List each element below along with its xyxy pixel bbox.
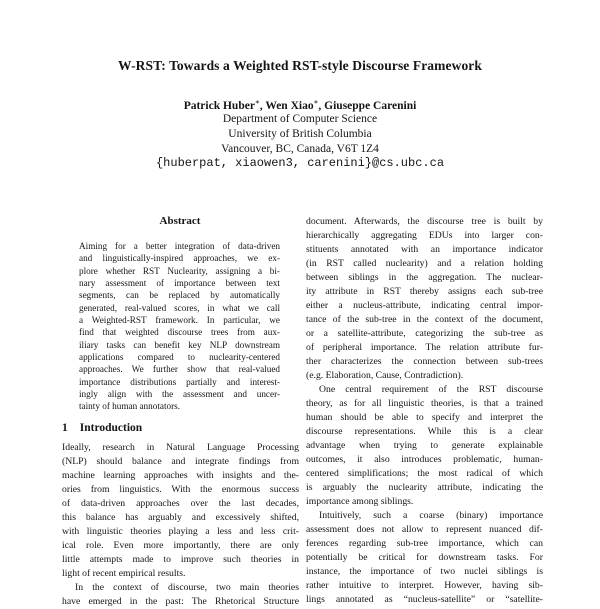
text-line: generated, real-valued scores, in what we call (79, 302, 280, 313)
abstract-heading: Abstract (159, 215, 201, 227)
text-line: lings annotated as “nucleus-satellite” or “satellite- (306, 594, 543, 605)
author (265, 100, 324, 112)
introduction-heading (62, 421, 299, 435)
right-column-body (306, 215, 543, 607)
text-line: ity attribute in RST thereby assigns each sub-tree (306, 286, 543, 297)
text-line: ories from linguistics. With the enormous success (62, 483, 299, 495)
text-line: segments, can be replaced by automatically (79, 290, 280, 301)
section-number: 1 (62, 421, 68, 434)
text-line: this balance has arguably and excessively shifted, (62, 511, 299, 523)
text-line: theory, as for all linguistic theories, is that a trained (306, 398, 543, 409)
text-line: instance, the importance of two nuclei siblings is (306, 566, 543, 577)
affiliation-university: University of British Columbia (228, 128, 372, 140)
text-line: is arguably the nuclearity attribute, indicating the (306, 482, 543, 493)
text-line: approaches. We further show that real-valued (79, 364, 280, 375)
author-name: Patrick Huber (183, 99, 255, 112)
text-line: applications compared to nuclearity-centered (79, 352, 280, 363)
email-line: {huberpat, xiaowen3, carenini}@cs.ubc.ca (155, 156, 445, 170)
authors-line (0, 97, 600, 112)
text-line: human should be able to specify and interpret the (306, 412, 543, 423)
section-title: Introduction (79, 421, 143, 434)
text-line: (e.g. Elaboration, Cause, Contradiction). (306, 370, 464, 381)
abstract-body (79, 240, 280, 413)
author-name: Wen Xiao (265, 99, 314, 112)
text-line: a Weighted-RST framework. In particular, we (79, 315, 280, 326)
text-line: iliary tasks can benefit key NLP downstream (79, 339, 280, 350)
text-line: tance of the sub-tree in the context of the document, (306, 314, 543, 325)
text-line: have emerged in the past: The Rhetorical Structure (62, 595, 299, 607)
text-line: nary assessment of importance between text (79, 278, 280, 289)
text-line: document. Afterwards, the discourse tree is built by (306, 216, 543, 227)
text-line: One central requirement of the RST discourse (319, 384, 543, 395)
right-column (306, 213, 543, 607)
text-line: find that weighted discourse trees from aux- (79, 327, 280, 338)
left-column (62, 213, 299, 609)
text-line: Intuitively, such a coarse (binary) importance (319, 510, 543, 521)
paper-title: W-RST: Towards a Weighted RST-style Discourse Framework (117, 58, 482, 73)
text-line: of peripheral importance. The relation attribute fur- (306, 342, 543, 353)
affiliation-address: Vancouver, BC, Canada, V6T 1Z4 (221, 143, 379, 155)
text-line: of data-driven approaches over the last decades, (62, 497, 299, 509)
text-line: outcomes, it also introduces problematic, human- (306, 454, 543, 465)
text-line: light of recent empirical results. (62, 567, 186, 579)
text-line: In the context of discourse, two main theories (75, 581, 299, 593)
text-line: ferences regarding sub-tree importance, which can (306, 538, 543, 549)
author-name: Giuseppe Carenini (324, 99, 417, 112)
text-line: machine learning approaches with insights and the- (62, 469, 299, 481)
text-line: and linguistically-inspired approaches, we ex- (79, 253, 280, 264)
text-line: rather intuitive to interpret. However, having sib- (306, 580, 543, 591)
affiliation-department: Department of Computer Science (222, 113, 378, 125)
text-line: centered simplifications; the most radical of which (306, 468, 543, 479)
author (184, 100, 266, 112)
text-line: plore whether RST Nuclearity, assigning a bi- (79, 265, 280, 276)
text-line: (NLP) should balance and integrate findings from (62, 455, 299, 467)
text-line: ical role. Even more importantly, there are only (62, 539, 299, 551)
author-footnote-mark: ∗ (313, 98, 319, 106)
text-line: ingly align with the assessment and uncer- (79, 389, 280, 400)
text-line: between siblings in the aggregation. The nuclear- (306, 272, 543, 283)
text-line: stituents annotated with an importance indicator (306, 244, 543, 255)
text-line: Aiming for a better integration of data-driven (79, 241, 280, 251)
text-line: assessment does not allow to represent nuanced dif- (306, 524, 543, 535)
text-line: ther characterizes the connection between sub-trees (306, 356, 543, 367)
text-line: hierarchically aggregating EDUs into larger con- (306, 230, 543, 241)
text-line: either a nucleus-attribute, indicating central impor- (306, 300, 543, 311)
text-line: importance among siblings. (306, 496, 414, 507)
author (324, 100, 416, 112)
text-line: Ideally, research in Natural Language Processing (62, 441, 299, 453)
text-line: importance distributions partially and interest- (79, 376, 280, 387)
author-footnote-mark: ∗ (254, 98, 260, 106)
text-line: discourse representations. While this is a clear (306, 426, 543, 437)
introduction-body (62, 441, 299, 609)
author-separator: , (318, 99, 325, 112)
text-line: (in RST called nuclearity) and a relation holding (306, 258, 543, 269)
text-line: with linguistic theories playing a less and less crit- (62, 525, 299, 537)
text-line: little attempts made to improve such theories in (62, 553, 299, 565)
text-line: potentially be critical for downstream tasks. For (306, 552, 543, 563)
text-line: or a satellite-attribute, categorizing the sub-tree as (306, 328, 543, 339)
author-separator: , (259, 99, 266, 112)
text-line: tainty of human annotators. (79, 401, 181, 412)
text-line: advantage when trying to generate explainable (306, 440, 543, 451)
